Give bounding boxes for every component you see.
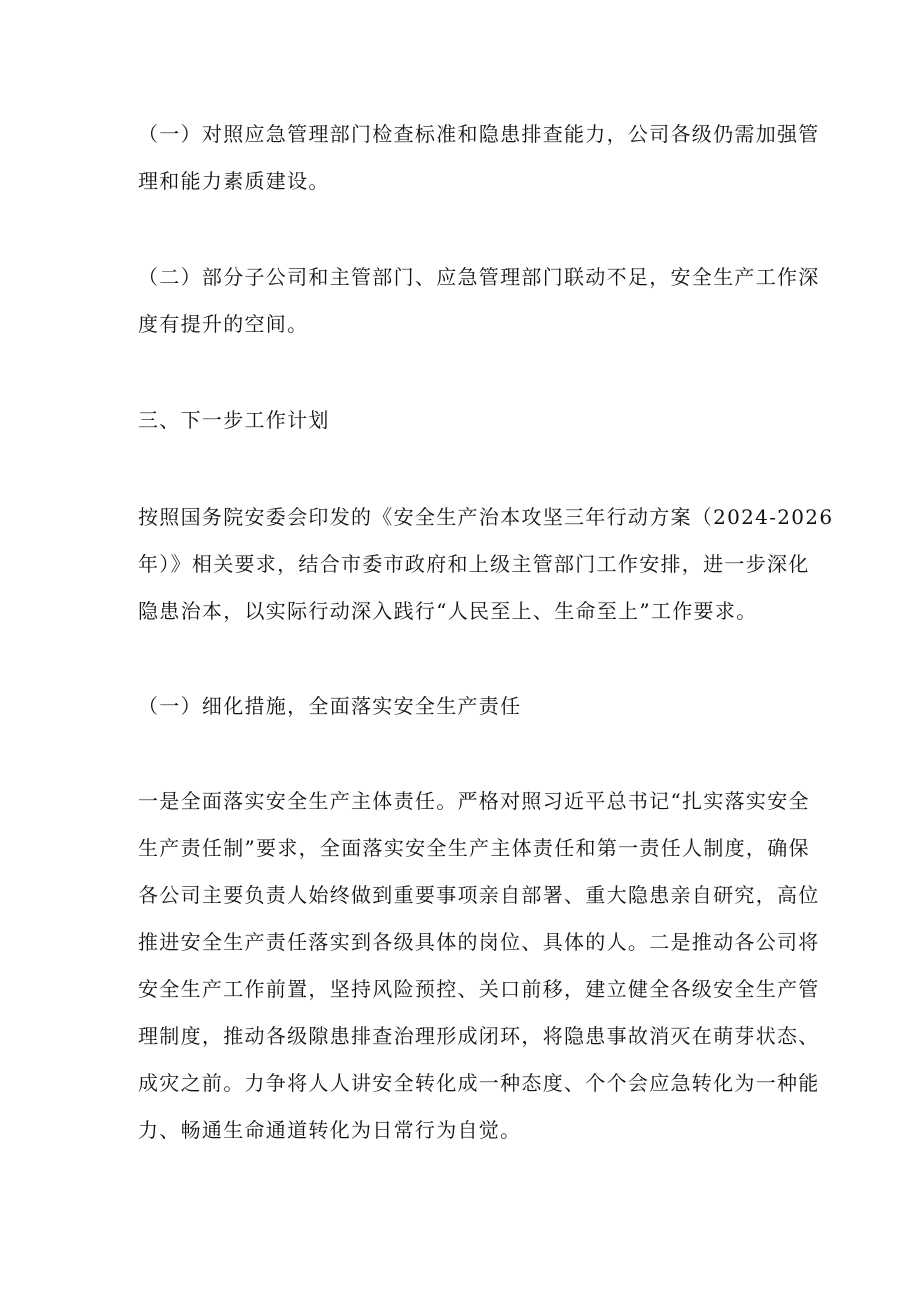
text-line: （一）对照应急管理部门检查标准和隐患排查能力，公司各级仍需加强管: [138, 122, 820, 146]
section-heading-next-steps: [138, 397, 786, 444]
paragraph-issue-one: [138, 111, 820, 205]
paragraph-plan-intro: [138, 494, 834, 635]
text-line: 度有提升的空间。: [138, 312, 309, 336]
text-line: 安全生产工作前置，坚持风险预控、关口前移，建立健全各级安全生产管: [138, 977, 820, 1001]
text-line: 年）》相关要求，结合市委市政府和上级主管部门工作安排，进一步深化: [138, 552, 810, 576]
heading-line: （一）细化措施，全面落实安全生产责任: [138, 694, 522, 718]
paragraph-issue-two: [138, 254, 820, 348]
text-line: 推进安全生产责任落实到各级具体的岗位、具体的人。二是推动各公司将: [138, 930, 820, 954]
text-line: 隐患治本，以实际行动深入践行“人民至上、生命至上”工作要求。: [138, 599, 758, 623]
paragraph-responsibility-body: [138, 778, 820, 1154]
text-line: （二）部分子公司和主管部门、应急管理部门联动不足，安全生产工作深: [138, 265, 820, 289]
text-line: 按照国务院安委会印发的《安全生产治本攻坚三年行动方案（2024-2026: [138, 505, 834, 529]
text-line: 成灾之前。力争将人人讲安全转化成一种态度、个个会应急转化为一种能: [138, 1071, 820, 1095]
text-line: 理制度，推动各级隙患排查治理形成闭环，将隐患事故消灭在萌芽状态、: [138, 1024, 820, 1048]
text-line: 力、畅通生命通道转化为日常行为自觉。: [138, 1118, 522, 1142]
text-line: 生产责任制”要求，全面落实安全生产主体责任和第一责任人制度，确保: [138, 836, 810, 860]
text-line: 一是全面落实安全生产主体责任。严格对照习近平总书记“扎实落实安全: [138, 789, 810, 813]
subheading-responsibility: [138, 683, 786, 730]
heading-line: 三、下一步工作计划: [138, 408, 330, 432]
text-line: 各公司主要负责人始终做到重要事项亲自部署、重大隐患亲自研究，高位: [138, 883, 820, 907]
text-line: 理和能力素质建设。: [138, 169, 330, 193]
